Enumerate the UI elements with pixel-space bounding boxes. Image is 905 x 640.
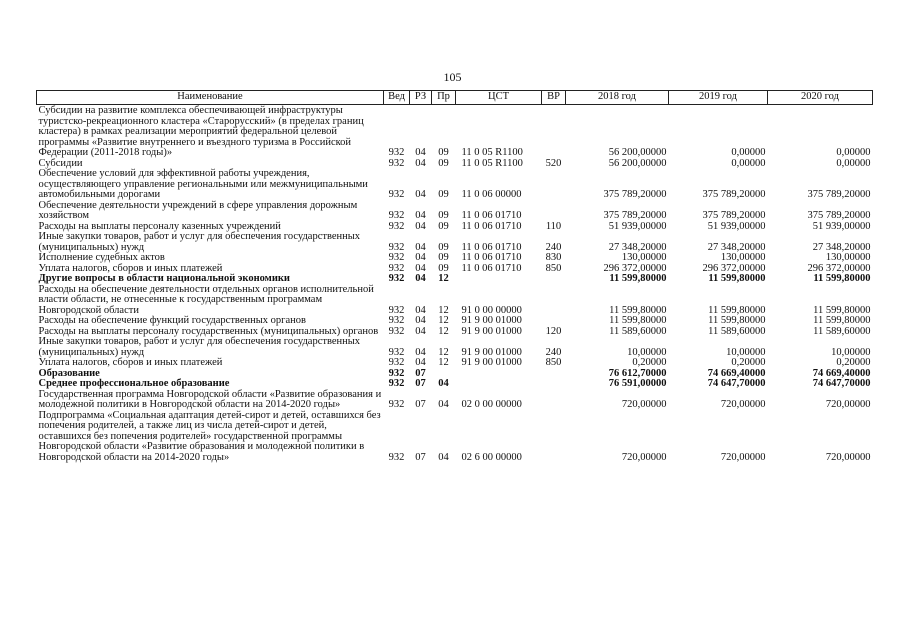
cell-ved: 932 — [388, 451, 405, 463]
cell-name: Субсидии на развитие комплекса обеспечивающей инфраструктуры туристско-рекреационного кластера «Старорусский» (в пределах границ кластера) в рамках реализации мероприятий федеральной целевой программы «Развитие внутреннего и въездного туризма в Российской Федерации (2011-2018 годы)» — [38, 105, 364, 158]
cell-vr — [542, 390, 566, 411]
table-row — [37, 105, 873, 159]
cell-rz: 04 — [415, 263, 426, 274]
cell-pr: 09 — [438, 253, 449, 263]
cell-cst: 11 0 06 01710 — [461, 221, 522, 232]
cell-rz: 04 — [415, 147, 426, 158]
cell-ved: 932 — [388, 274, 405, 284]
cell-2019: 130,00000 — [720, 253, 766, 263]
cell-name: Другие вопросы в области национальной экономики — [38, 273, 290, 284]
header-2018: 2018 год — [566, 91, 669, 105]
cell-vr — [542, 369, 566, 380]
cell-2020: 296 372,00000 — [807, 263, 871, 274]
cell-cst: 11 0 06 01710 — [461, 253, 522, 263]
cell-name: Расходы на обеспечение деятельности отдельных органов исполнительной власти области, не отнесенные к государственным программам Новгородской области — [38, 283, 374, 316]
cell-rz: 04 — [415, 221, 426, 232]
cell-2019: 74 669,40000 — [707, 368, 766, 379]
table-row — [37, 379, 873, 390]
cell-vr — [542, 169, 566, 201]
cell-name: Уплата налогов, сборов и иных платежей — [38, 262, 223, 274]
cell-2020: 51 939,00000 — [812, 221, 871, 232]
cell-2018: 296 372,00000 — [603, 263, 667, 274]
cell-ved: 932 — [388, 253, 405, 263]
cell-2020: 720,00000 — [825, 451, 871, 463]
cell-2018: 11 599,80000 — [609, 304, 667, 316]
cell-pr: 12 — [438, 358, 449, 368]
cell-vr: 110 — [545, 221, 562, 232]
cell-2018: 720,00000 — [621, 451, 667, 463]
cell-vr: 240 — [545, 346, 562, 358]
cell-2020: 720,00000 — [825, 399, 871, 410]
cell-ved: 932 — [388, 158, 405, 169]
cell-pr: 09 — [438, 221, 449, 232]
cell-vr: 520 — [545, 158, 562, 169]
cell-2019: 11 599,80000 — [708, 274, 766, 284]
cell-ved: 932 — [388, 326, 405, 337]
cell-cst — [456, 274, 542, 285]
cell-2020: 10,00000 — [831, 346, 871, 358]
header-ved: Вед — [384, 91, 410, 105]
cell-2018: 56 200,00000 — [608, 158, 667, 169]
cell-cst: 11 0 06 00000 — [461, 189, 522, 200]
cell-vr: 850 — [545, 358, 562, 368]
cell-2020: 0,20000 — [836, 358, 871, 368]
cell-2019: 11 589,60000 — [708, 326, 766, 337]
cell-name: Среднее профессиональное образование — [38, 378, 230, 389]
cell-pr: 09 — [438, 263, 449, 274]
cell-name: Обеспечение деятельности учреждений в сфере управления дорожным хозяйством — [38, 199, 358, 221]
cell-2020: 11 599,80000 — [813, 304, 871, 316]
cell-cst: 91 9 00 01000 — [461, 346, 522, 358]
cell-vr: 240 — [545, 241, 562, 253]
cell-2018: 76 612,70000 — [608, 368, 667, 379]
cell-pr: 12 — [438, 274, 449, 284]
cell-rz: 04 — [415, 253, 426, 263]
cell-ved: 932 — [388, 221, 405, 232]
cell-ved: 932 — [388, 399, 405, 410]
cell-pr: 09 — [438, 189, 449, 200]
cell-name: Иные закупки товаров, работ и услуг для обеспечения государственных (муниципальных) нужд — [38, 336, 361, 358]
cell-rz: 04 — [415, 326, 426, 337]
table-row — [37, 253, 873, 264]
cell-name: Подпрограмма «Социальная адаптация детей-сирот и детей, оставшихся без попечения родителей, а также лиц из числа детей-сирот и детей, оставшихся без попечения родителей» государственной программы Новгородской области «Развитие образования и молодежной политики в Новгородской области на 2014-2020 годы» — [38, 409, 381, 463]
cell-ved: 932 — [388, 304, 405, 316]
cell-ved: 932 — [388, 189, 405, 200]
cell-pr: 12 — [438, 304, 449, 316]
cell-2018: 11 599,80000 — [609, 316, 667, 326]
table-row — [37, 285, 873, 317]
table-row — [37, 232, 873, 253]
cell-2018: 130,00000 — [621, 253, 667, 263]
cell-cst: 11 0 05 R1100 — [461, 147, 523, 158]
cell-cst: 02 6 00 00000 — [461, 451, 522, 463]
cell-cst: 11 0 06 01710 — [461, 210, 522, 221]
cell-name: Расходы на выплаты персоналу государственных (муниципальных) органов — [38, 325, 379, 337]
cell-name: Субсидии — [38, 157, 83, 169]
cell-2020: 0,00000 — [836, 147, 871, 158]
cell-2020: 375 789,20000 — [807, 189, 871, 200]
cell-cst: 11 0 06 01710 — [461, 263, 522, 274]
cell-cst: 11 0 06 01710 — [461, 241, 522, 253]
cell-2019: 10,00000 — [726, 346, 766, 358]
cell-2019: 0,20000 — [731, 358, 766, 368]
cell-name: Исполнение судебных актов — [38, 252, 165, 263]
cell-rz: 07 — [415, 451, 426, 463]
cell-vr — [542, 316, 566, 327]
table-row — [37, 390, 873, 411]
cell-2020: 375 789,20000 — [807, 210, 871, 221]
cell-rz: 04 — [415, 316, 426, 326]
cell-name: Образование — [38, 367, 100, 379]
cell-rz: 07 — [415, 379, 426, 389]
cell-2018: 720,00000 — [621, 399, 667, 410]
cell-2019: 27 348,20000 — [707, 241, 766, 253]
cell-vr — [542, 411, 566, 464]
cell-2018: 51 939,00000 — [608, 221, 667, 232]
cell-vr — [542, 274, 566, 285]
cell-vr — [542, 379, 566, 390]
cell-cst: 91 9 00 01000 — [461, 326, 522, 337]
header-2019: 2019 год — [669, 91, 768, 105]
cell-2018: 0,20000 — [632, 358, 667, 368]
table-row — [37, 358, 873, 369]
cell-cst — [456, 379, 542, 390]
cell-vr — [542, 285, 566, 317]
cell-cst: 91 9 00 01000 — [461, 358, 522, 368]
cell-pr: 04 — [438, 379, 449, 389]
cell-ved: 932 — [388, 368, 405, 379]
cell-2020: 27 348,20000 — [812, 241, 871, 253]
cell-2019: 296 372,00000 — [702, 263, 766, 274]
cell-2019: 375 789,20000 — [702, 189, 766, 200]
cell-ved: 932 — [388, 379, 405, 389]
cell-name: Расходы на обеспечение функций государственных органов — [38, 315, 306, 326]
cell-name: Обеспечение условий для эффективной работы учреждения, осуществляющего управление региональными или межмуниципальными автомобильными дорогами — [38, 168, 368, 200]
cell-cst: 11 0 05 R1100 — [461, 158, 523, 169]
cell-ved: 932 — [388, 346, 405, 358]
cell-rz: 04 — [415, 304, 426, 316]
table-row — [37, 201, 873, 222]
cell-2020: 130,00000 — [825, 253, 871, 263]
cell-2018: 11 599,80000 — [609, 274, 667, 284]
cell-2018: 27 348,20000 — [608, 241, 667, 253]
cell-2018: 10,00000 — [627, 346, 667, 358]
cell-pr: 09 — [438, 241, 449, 253]
cell-2020: 11 599,80000 — [813, 316, 871, 326]
cell-pr: 09 — [438, 158, 449, 169]
cell-2019: 74 647,70000 — [707, 379, 766, 389]
cell-pr: 04 — [438, 451, 449, 463]
table-row — [37, 411, 873, 464]
cell-ved: 932 — [388, 147, 405, 158]
cell-rz: 04 — [415, 189, 426, 200]
cell-ved: 932 — [388, 316, 405, 326]
cell-rz: 04 — [415, 241, 426, 253]
cell-2019: 11 599,80000 — [708, 316, 766, 326]
table-row — [37, 337, 873, 358]
cell-vr: 830 — [545, 253, 562, 263]
cell-rz: 04 — [415, 274, 426, 284]
cell-2018: 375 789,20000 — [603, 189, 667, 200]
cell-2020: 11 599,80000 — [813, 274, 871, 284]
cell-2020: 11 589,60000 — [813, 326, 871, 337]
cell-2020: 74 669,40000 — [812, 368, 871, 379]
header-2020: 2020 год — [768, 91, 873, 105]
page-number: 105 — [443, 70, 462, 84]
cell-name: Уплата налогов, сборов и иных платежей — [38, 357, 223, 368]
cell-rz: 04 — [415, 346, 426, 358]
cell-2020: 0,00000 — [836, 158, 871, 169]
cell-2018: 11 589,60000 — [609, 326, 667, 337]
table-row — [37, 169, 873, 201]
budget-table — [36, 90, 873, 463]
cell-cst — [456, 369, 542, 380]
cell-cst: 91 9 00 01000 — [461, 316, 522, 326]
cell-pr: 12 — [438, 326, 449, 337]
cell-2020: 74 647,70000 — [812, 379, 871, 389]
cell-pr — [432, 369, 456, 380]
cell-cst: 02 0 00 00000 — [461, 399, 522, 410]
cell-pr: 12 — [438, 346, 449, 358]
cell-2018: 56 200,00000 — [608, 147, 667, 158]
cell-cst: 91 0 00 00000 — [461, 304, 522, 316]
cell-name: Расходы на выплаты персоналу казенных учреждений — [38, 220, 281, 232]
cell-pr: 09 — [438, 210, 449, 221]
cell-ved: 932 — [388, 241, 405, 253]
cell-ved: 932 — [388, 210, 405, 221]
cell-2018: 375 789,20000 — [603, 210, 667, 221]
cell-2019: 720,00000 — [720, 399, 766, 410]
cell-rz: 04 — [415, 210, 426, 221]
cell-ved: 932 — [388, 358, 405, 368]
cell-2018: 76 591,00000 — [608, 379, 667, 389]
cell-rz: 04 — [415, 158, 426, 169]
cell-rz: 04 — [415, 358, 426, 368]
cell-rz: 07 — [415, 399, 426, 410]
cell-2019: 0,00000 — [731, 158, 766, 169]
cell-vr: 120 — [545, 326, 562, 337]
header-vr: ВР — [542, 91, 566, 105]
cell-2019: 11 599,80000 — [708, 304, 766, 316]
cell-name: Государственная программа Новгородской области «Развитие образования и молодежной политики в Новгородской области на 2014-2020 годы» — [38, 388, 382, 410]
cell-rz: 07 — [415, 368, 426, 379]
cell-vr: 850 — [545, 263, 562, 274]
cell-ved: 932 — [388, 263, 405, 274]
header-rz: РЗ — [410, 91, 432, 105]
cell-vr — [542, 105, 566, 159]
cell-pr: 04 — [438, 399, 449, 410]
table-row — [37, 316, 873, 327]
cell-vr — [542, 201, 566, 222]
cell-2019: 0,00000 — [731, 147, 766, 158]
cell-pr: 12 — [438, 316, 449, 326]
table-header-row — [37, 91, 873, 105]
cell-2019: 375 789,20000 — [702, 210, 766, 221]
cell-pr: 09 — [438, 147, 449, 158]
cell-2019: 720,00000 — [720, 451, 766, 463]
table-row — [37, 274, 873, 285]
header-cst: ЦСТ — [456, 91, 542, 105]
table-body — [37, 105, 873, 464]
header-name: Наименование — [37, 91, 384, 105]
header-pr: Пр — [432, 91, 456, 105]
cell-name: Иные закупки товаров, работ и услуг для обеспечения государственных (муниципальных) нужд — [38, 231, 361, 253]
cell-2019: 51 939,00000 — [707, 221, 766, 232]
